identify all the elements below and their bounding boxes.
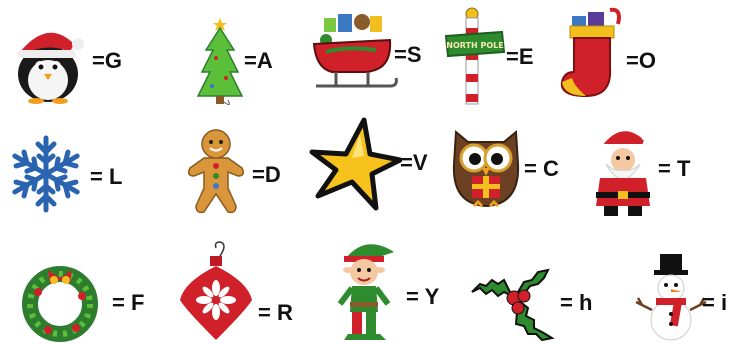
snowman-icon [630, 252, 710, 344]
label-g: =G [92, 48, 122, 73]
label-f: = F [112, 290, 145, 315]
label-r: = R [258, 300, 293, 325]
penguin-icon [8, 22, 88, 104]
owl-icon [448, 124, 524, 210]
label-e: =E [506, 44, 534, 69]
label-y: = Y [406, 284, 440, 309]
wreath-icon [18, 262, 102, 342]
christmas-tree-icon [196, 10, 244, 110]
elf-icon [330, 238, 400, 344]
label-o: =O [626, 48, 656, 73]
label-s: =S [394, 42, 422, 67]
gingerbread-icon [186, 128, 246, 214]
sign-text: NORTH POLE [446, 41, 504, 50]
north-pole-sign-icon [442, 6, 506, 106]
snowflake-icon [4, 132, 88, 216]
label-d: =D [252, 162, 281, 187]
label-v: =V [400, 150, 428, 175]
label-c: = C [524, 156, 559, 181]
label-t: = T [658, 156, 691, 181]
santa-icon [586, 122, 660, 220]
holly-icon [468, 262, 560, 342]
ornament-icon [176, 240, 256, 344]
label-l: = L [90, 164, 123, 189]
label-i: = i [702, 290, 728, 315]
sleigh-icon [306, 8, 398, 98]
stocking-icon [556, 6, 632, 102]
label-a: =A [244, 48, 273, 73]
star-icon [308, 116, 402, 212]
label-h: = h [560, 290, 593, 315]
